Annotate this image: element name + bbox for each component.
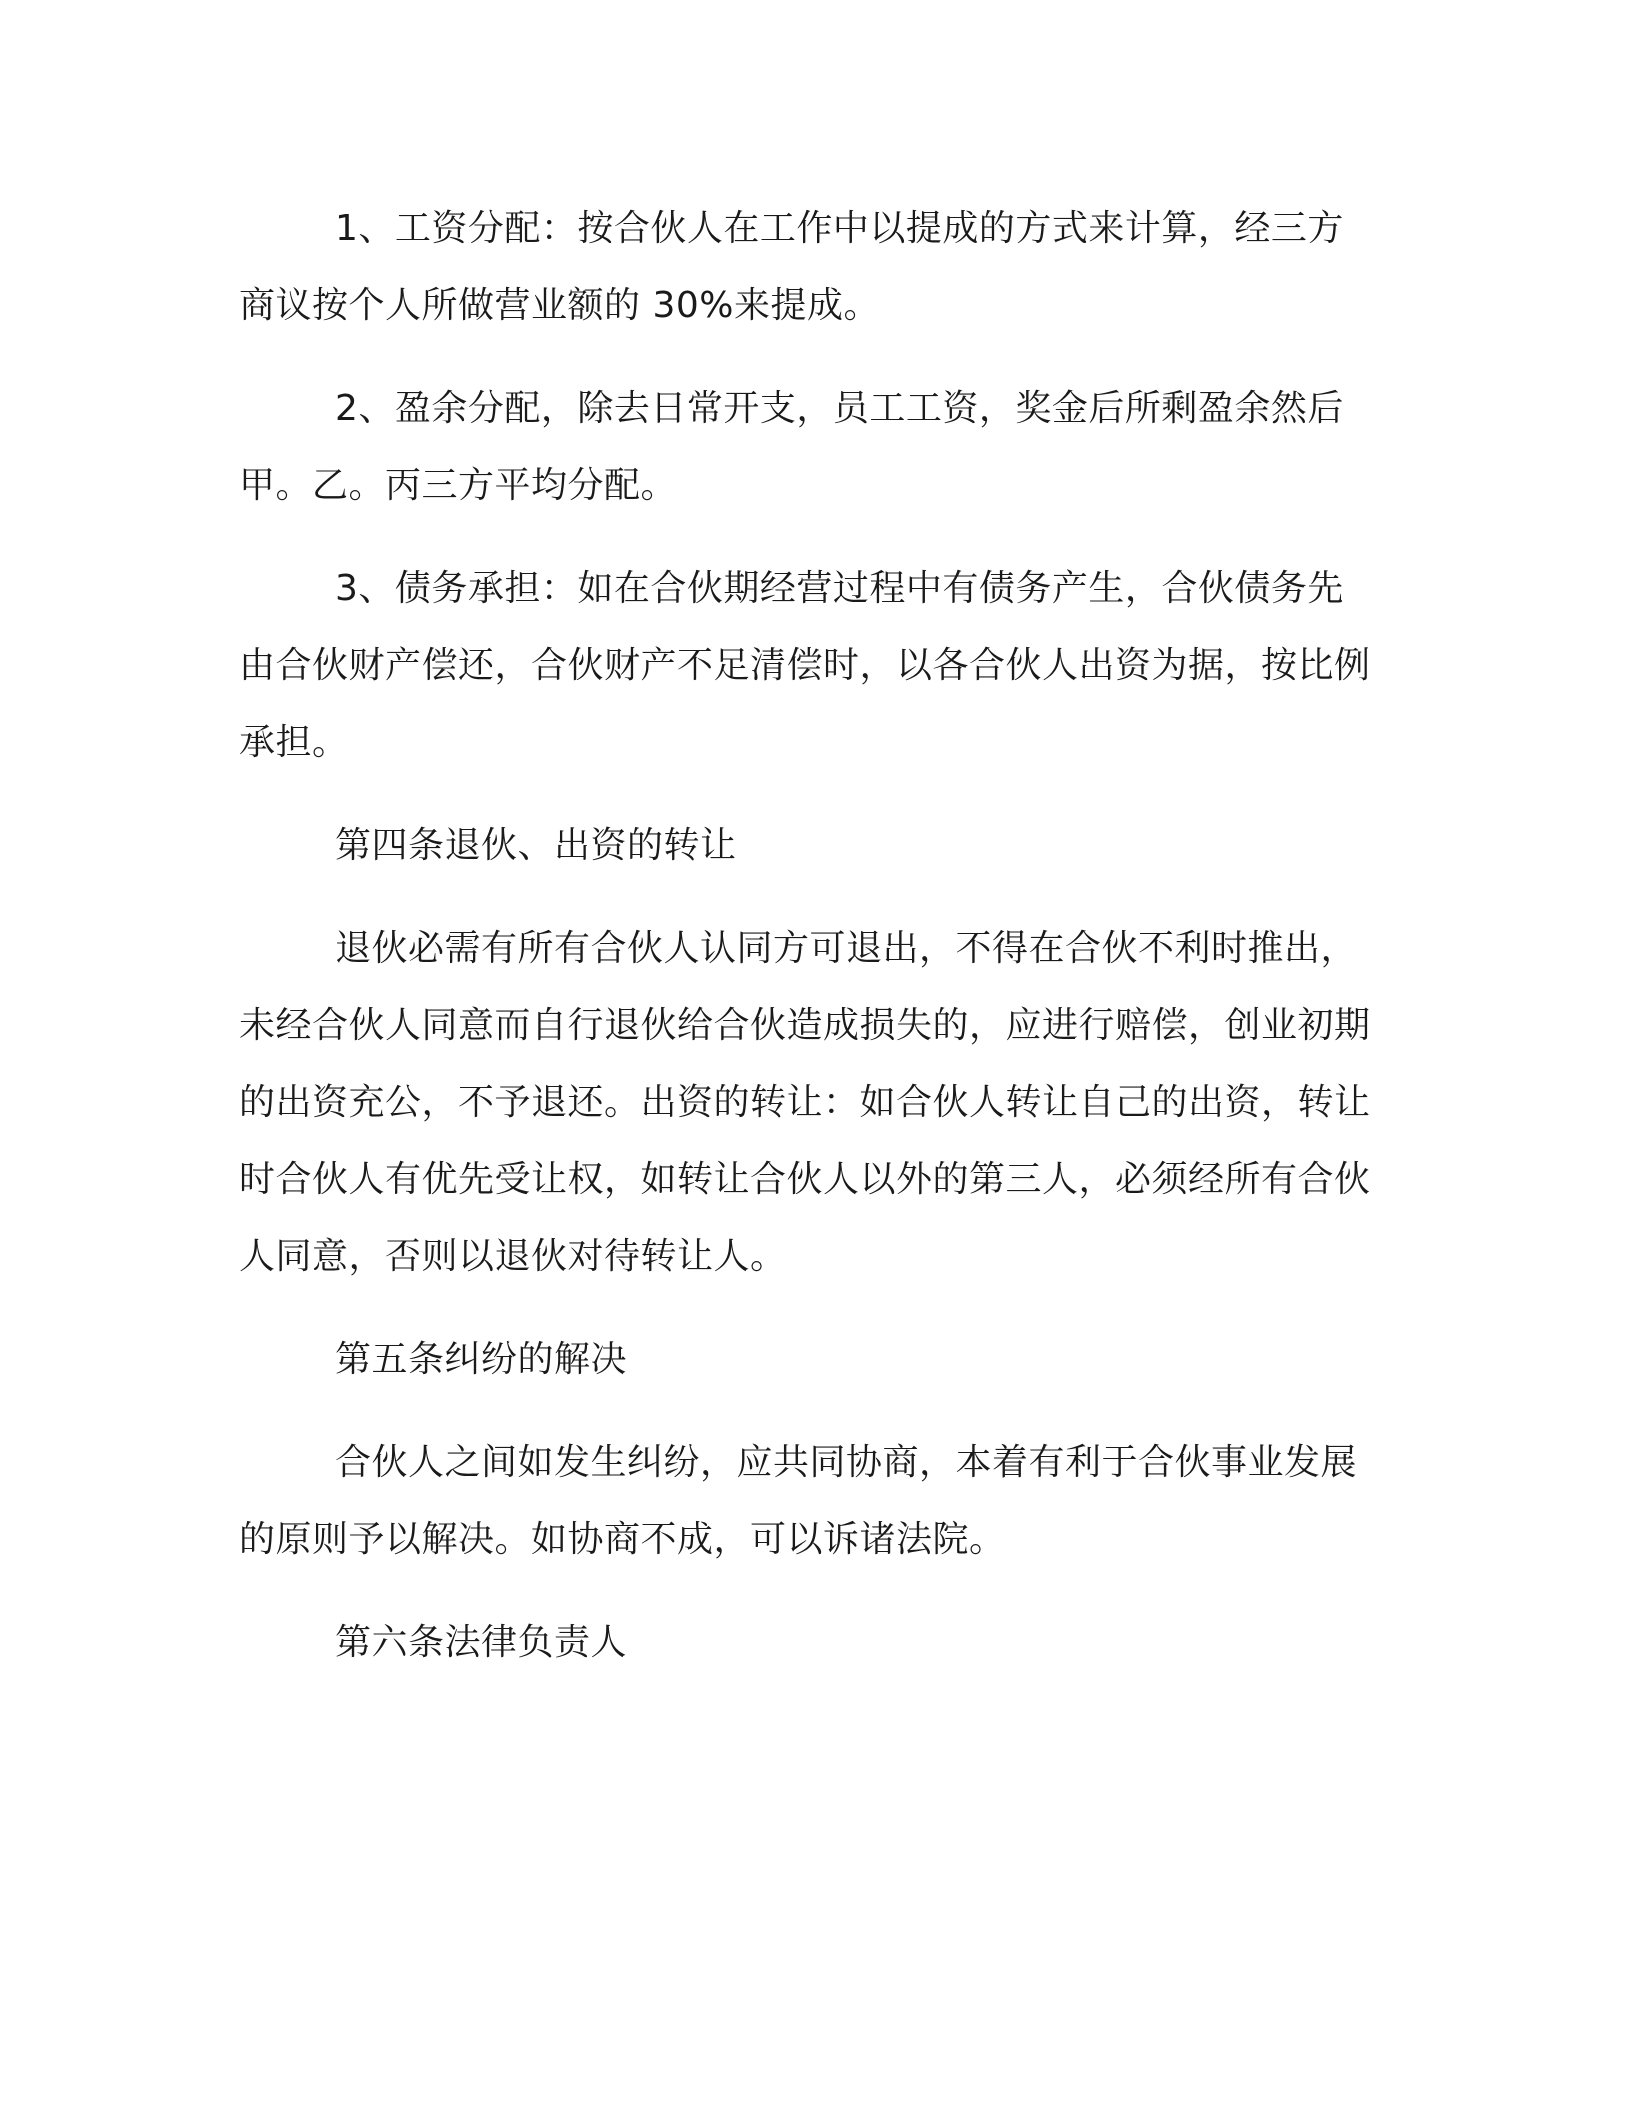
article-5-body: 合伙人之间如发生纠纷，应共同协商，本着有利于合伙事业发展的原则予以解决。如协商不成，可以诉诸法院。 xyxy=(239,1442,1358,1560)
document-body xyxy=(239,190,1379,1707)
clause-debt-bearing: 3、债务承担：如在合伙期经营过程中有债务产生，合伙债务先由合伙财产偿还，合伙财产不足清偿时，以各合伙人出资为据，按比例承担。 xyxy=(239,568,1371,763)
article-4-heading: 第四条退伙、出资的转让 xyxy=(335,825,737,866)
clause-salary-distribution: 1、工资分配：按合伙人在工作中以提成的方式来计算，经三方商议按个人所做营业额的 30%来提成。 xyxy=(239,208,1344,326)
article-4-body: 退伙必需有所有合伙人认同方可退出，不得在合伙不利时推出，未经合伙人同意而自行退伙给合伙造成损失的，应进行赔偿，创业初期的出资充公，不予退还。出资的转让：如合伙人转让自己的出资，转让时合伙人有优先受让权，如转让合伙人以外的第三人，必须经所有合伙人同意，否则以退伙对待转让人。 xyxy=(239,928,1371,1277)
article-6-heading: 第六条法律负责人 xyxy=(335,1622,628,1663)
clause-surplus-distribution: 2、盈余分配，除去日常开支，员工工资，奖金后所剩盈余然后甲。乙。丙三方平均分配。 xyxy=(239,388,1344,506)
article-5-heading: 第五条纠纷的解决 xyxy=(335,1339,628,1380)
